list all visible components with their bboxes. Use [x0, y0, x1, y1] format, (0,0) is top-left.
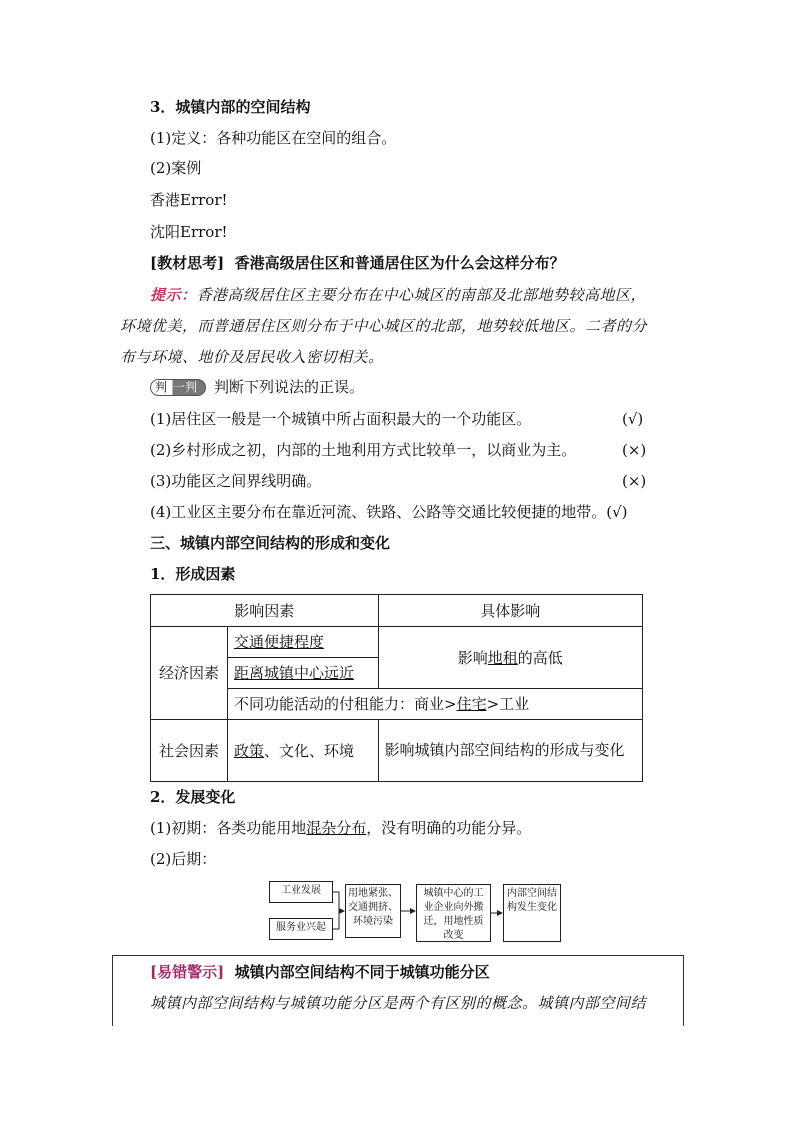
definition: (1)定义：各种功能区在空间的组合。: [150, 129, 397, 147]
judge-mark-1: (√): [622, 410, 644, 428]
part3-title: 三、城镇内部空间结构的形成和变化: [150, 534, 391, 552]
hint-line-3: 布与环境、地价及居民收入密切相关。: [120, 348, 384, 366]
development-late: (2)后期：: [150, 850, 217, 868]
case-heading: (2)案例: [150, 159, 202, 177]
social-effect: 影响城镇内部空间结构的形成与变化: [378, 720, 642, 782]
header-factor: 影响因素: [151, 595, 379, 627]
econ-distance: 距离城镇中心远近: [228, 658, 379, 689]
flow-result: 内部空间结构发生变化: [503, 884, 561, 942]
judge-intro: 判 一判 判断下列说法的正误。: [150, 377, 364, 397]
case-hongkong: 香港Error!: [150, 191, 228, 209]
judge-item-2: (2)乡村形成之初，内部的土地利用方式比较单一，以商业为主。: [150, 441, 577, 459]
hint-line-1: 提示：香港高级居住区主要分布在中心城区的南部及北部地势较高地区，: [150, 286, 647, 304]
formation-factors-heading: 1．形成因素: [150, 565, 236, 583]
judge-mark-2: (×): [622, 441, 647, 459]
hint-label: 提示：: [150, 286, 197, 304]
flow-industry: 工业发展: [269, 881, 333, 903]
judge-badge: 判 一判: [150, 379, 206, 396]
econ-effect: 影响地租的高低: [378, 627, 642, 689]
development-early: (1)初期：各类功能用地混杂分布，没有明确的功能分异。: [150, 819, 532, 837]
thinking-label: [教材思考]: [150, 254, 225, 272]
thinking-question: 香港高级居住区和普通居住区为什么会这样分布？: [234, 254, 565, 272]
flow-join-line: [333, 892, 339, 929]
factors-table: [150, 594, 643, 782]
judge-item-3: (3)功能区之间界线明确。: [150, 472, 322, 490]
rent-paying: 不同功能活动的付租能力：商业>住宅>工业: [228, 689, 643, 720]
econ-factor: 经济因素: [151, 627, 228, 720]
judge-mark-3: (×): [622, 472, 647, 490]
judge-item-4: (4)工业区主要分布在靠近河流、铁路、公路等交通比较便捷的地带。(√): [150, 503, 628, 521]
section-title: 3．城镇内部的空间结构: [150, 98, 311, 116]
header-effect: 具体影响: [378, 595, 642, 627]
textbook-thinking: [150, 253, 565, 273]
warning-text: 城镇内部空间结构与城镇功能分区是两个有区别的概念。城镇内部空间结: [150, 994, 647, 1012]
judge-item-1: (1)居住区一般是一个城镇中所占面积最大的一个功能区。: [150, 410, 532, 428]
warning-heading: [易错警示] 城镇内部空间结构不同于城镇功能分区: [150, 963, 490, 981]
flow-relocation: 城镇中心的工业企业向外搬迁，用地性质改变: [416, 884, 491, 942]
hint-line-2: 环境优美，而普通居住区则分布于中心城区的北部，地势较低地区。二者的分: [120, 317, 648, 335]
flow-problems: 用地紧张、交通拥挤、环境污染: [345, 884, 401, 938]
social-items: 政策、文化、环境: [228, 720, 379, 782]
development-heading: 2．发展变化: [150, 788, 236, 806]
social-factor: 社会因素: [151, 720, 228, 782]
econ-transport: 交通便捷程度: [228, 627, 379, 658]
flow-services: 服务业兴起: [269, 918, 333, 940]
warning-label: [易错警示]: [150, 963, 225, 981]
case-shenyang: 沈阳Error!: [150, 223, 228, 241]
